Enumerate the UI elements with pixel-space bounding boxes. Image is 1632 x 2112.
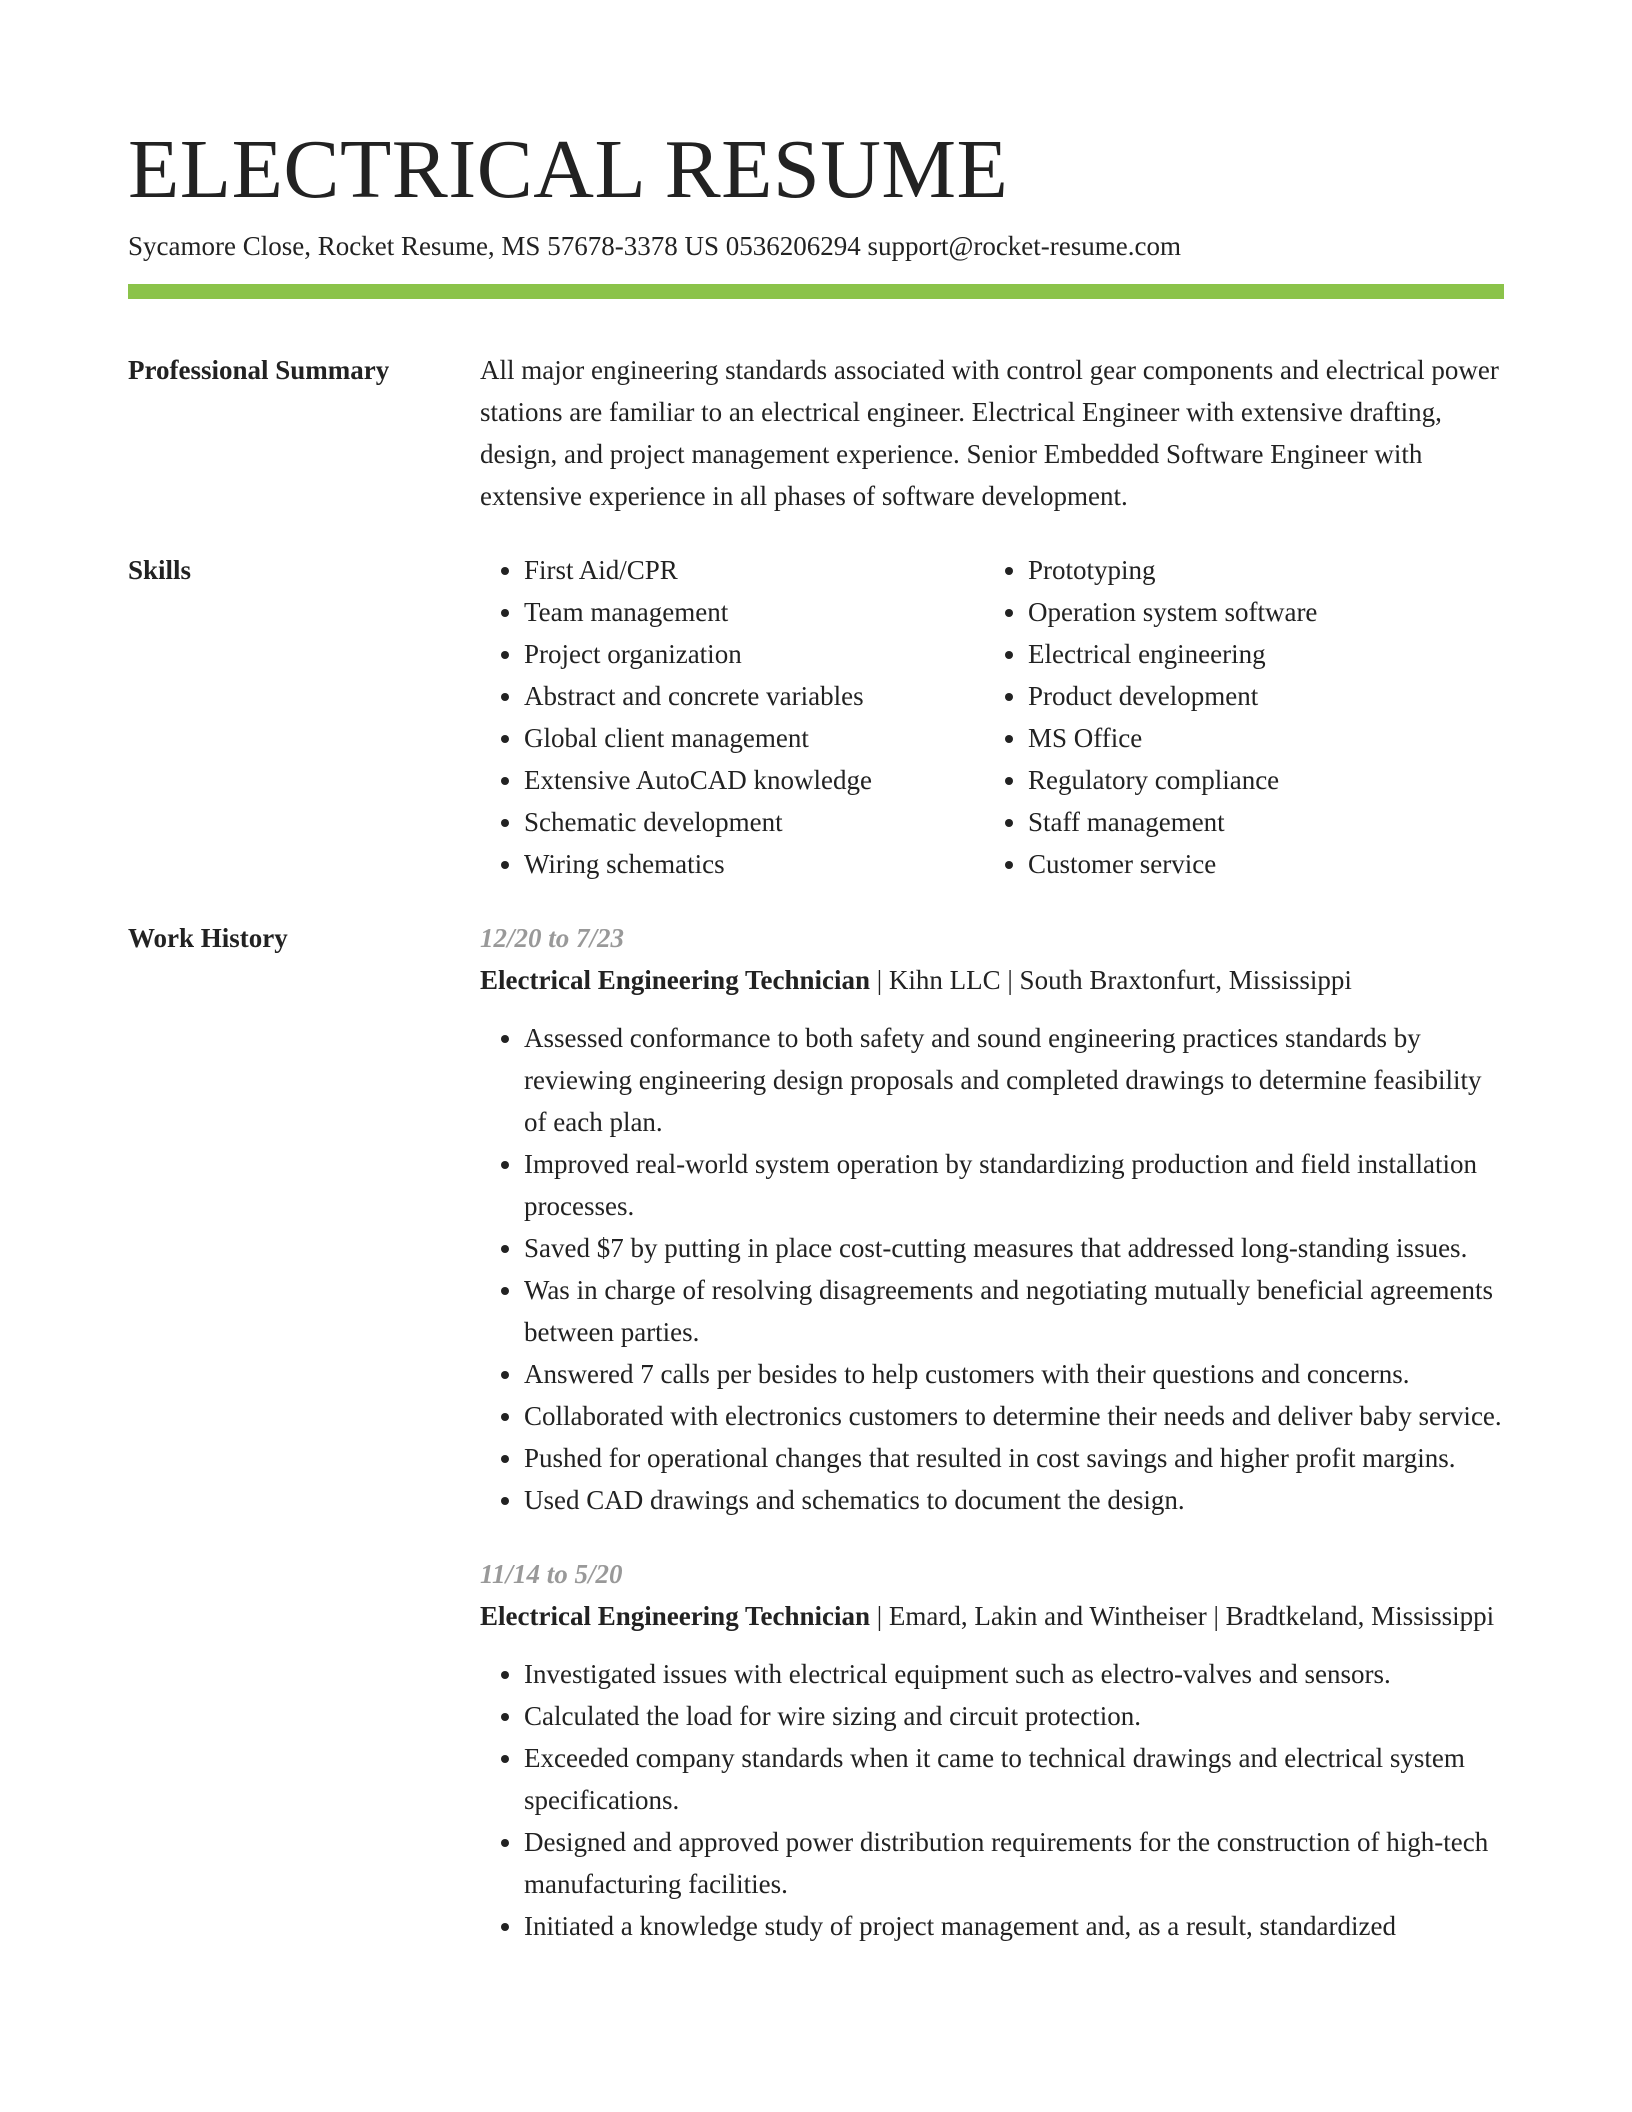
skills-list-right <box>984 549 1488 885</box>
skill-item: • Staff management <box>1028 801 1488 843</box>
summary-heading: Professional Summary <box>128 355 390 385</box>
job-bullet: • Initiated a knowledge study of project management and, as a result, standardized <box>524 1905 1504 1947</box>
skill-item: • Electrical engineering <box>1028 633 1488 675</box>
skill-item: • Customer service <box>1028 843 1488 885</box>
job-title: Electrical Engineering Technician <box>480 1601 870 1631</box>
skill-item: • First Aid/CPR <box>524 549 984 591</box>
job-details: | Emard, Lakin and Wintheiser | Bradtkeland, Mississippi <box>870 1601 1495 1631</box>
skills-section <box>128 549 1504 885</box>
job-entry <box>480 1553 1504 1947</box>
contact-line <box>128 228 1504 264</box>
skill-item: • Regulatory compliance <box>1028 759 1488 801</box>
job-bullet: • Saved $7 by putting in place cost-cutting measures that addressed long-standing issues. <box>524 1227 1504 1269</box>
job-dates: 11/14 to 5/20 <box>480 1559 623 1589</box>
job-bullets <box>480 1017 1504 1521</box>
skill-item: • Prototyping <box>1028 549 1488 591</box>
job-heading <box>480 959 1504 1001</box>
job-bullet: • Improved real-world system operation by standardizing production and field installation processes. <box>524 1143 1504 1227</box>
job-bullet: • Collaborated with electronics customers to determine their needs and deliver baby service. <box>524 1395 1504 1437</box>
job-bullet: • Investigated issues with electrical equipment such as electro-valves and sensors. <box>524 1653 1504 1695</box>
job-dates: 12/20 to 7/23 <box>480 923 625 953</box>
work-history-heading: Work History <box>128 923 288 953</box>
job-bullet: • Was in charge of resolving disagreements and negotiating mutually beneficial agreements between parties. <box>524 1269 1504 1353</box>
work-history-section <box>128 917 1504 1947</box>
job-bullet: • Assessed conformance to both safety and sound engineering practices standards by reviewing engineering design proposals and completed drawings to determine feasibility of each plan. <box>524 1017 1504 1143</box>
job-bullet: • Used CAD drawings and schematics to document the design. <box>524 1479 1504 1521</box>
skill-item: • Schematic development <box>524 801 984 843</box>
skill-item: • Project organization <box>524 633 984 675</box>
skill-item: • Team management <box>524 591 984 633</box>
job-entry <box>480 917 1504 1521</box>
skill-item: • Product development <box>1028 675 1488 717</box>
resume-title: ELECTRICAL RESUME <box>128 123 1009 216</box>
skills-list-left <box>480 549 984 885</box>
job-bullets <box>480 1653 1504 1947</box>
job-details: | Kihn LLC | South Braxtonfurt, Mississippi <box>870 965 1352 995</box>
job-bullet: • Exceeded company standards when it came to technical drawings and electrical system specifications. <box>524 1737 1504 1821</box>
skill-item: • MS Office <box>1028 717 1488 759</box>
contact-phone: 0536206294 <box>725 231 861 261</box>
job-title: Electrical Engineering Technician <box>480 965 870 995</box>
skills-columns <box>480 549 1504 885</box>
job-bullet: • Pushed for operational changes that resulted in cost savings and higher profit margins. <box>524 1437 1504 1479</box>
skill-item: • Operation system software <box>1028 591 1488 633</box>
header-divider <box>128 284 1504 299</box>
contact-address: Sycamore Close, Rocket Resume, MS 57678-3378 US <box>128 231 719 261</box>
resume-page <box>128 0 1504 1947</box>
job-heading <box>480 1595 1504 1637</box>
summary-section <box>128 349 1504 517</box>
skill-item: • Abstract and concrete variables <box>524 675 984 717</box>
skills-column-left <box>480 549 984 885</box>
skills-heading: Skills <box>128 555 192 585</box>
skill-item: • Global client management <box>524 717 984 759</box>
summary-text: All major engineering standards associated with control gear components and electrical power stations are familiar to an electrical engineer. Electrical Engineer with extensive drafting, design, and project management experience. Senior Embedded Software Engineer with extensive experience in all phases of software development. <box>480 355 1499 511</box>
skill-item: • Wiring schematics <box>524 843 984 885</box>
skills-column-right <box>984 549 1488 885</box>
skill-item: • Extensive AutoCAD knowledge <box>524 759 984 801</box>
job-bullet: • Designed and approved power distribution requirements for the construction of high-tech manufacturing facilities. <box>524 1821 1504 1905</box>
job-bullet: • Calculated the load for wire sizing and circuit protection. <box>524 1695 1504 1737</box>
job-bullet: • Answered 7 calls per besides to help customers with their questions and concerns. <box>524 1353 1504 1395</box>
contact-email: support@rocket-resume.com <box>867 231 1181 261</box>
work-history-body <box>480 917 1504 1947</box>
